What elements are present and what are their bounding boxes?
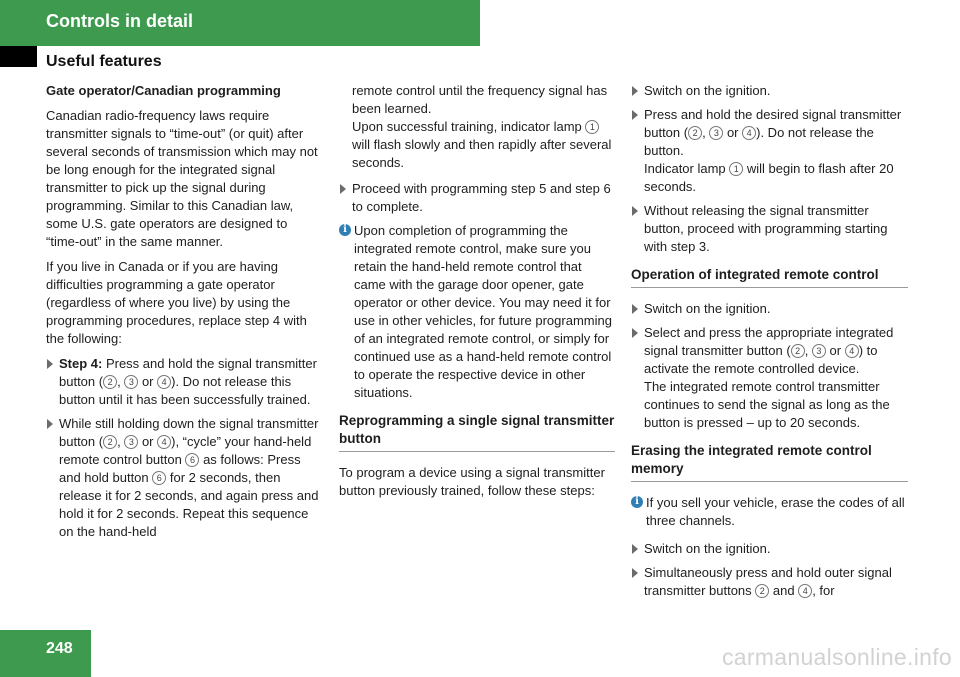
info-icon: i [339, 224, 351, 236]
arrow-bullet-icon [632, 86, 638, 96]
paragraph: Canadian radio-frequency laws require transmitter signals to “time-out” (or quit) after several seconds of transmission which may not be long enough for the integrated signal transmitter to pick up the signal during programming. Similar to this Canadian law, some U.S. gate operators are designed to “time-out” in the same manner. [46, 108, 318, 249]
arrow-bullet-icon [632, 568, 638, 578]
step-text: ) to activate the remote controlled device. [644, 343, 878, 376]
subheading-reprogramming: Reprogramming a single signal transmitter button [339, 412, 615, 452]
arrow-bullet-icon [47, 419, 53, 429]
step-text: , [117, 434, 125, 449]
step-text: will flash slowly and then rapidly after several seconds. [352, 137, 612, 170]
step-text: ). Do not release this button until it has been successfully trained. [59, 374, 311, 407]
button-number-icon: 3 [812, 344, 826, 358]
step-text: or [138, 434, 158, 449]
step-item [631, 564, 908, 600]
column-1 [46, 82, 322, 547]
step-item [631, 106, 908, 196]
note-text: Upon completion of programming the integrated remote control, make sure you retain the hand-held remote control that came with the garage door opener, gate operator or other device. You may need it for use in other vehicles, for future programming of an integrated remote control, or simply for continued use as a hand-held remote control to operate the respective device in other situations. [354, 223, 612, 400]
step-item [46, 355, 322, 409]
step-text: or [138, 374, 158, 389]
arrow-bullet-icon [632, 206, 638, 216]
step-text: , [702, 125, 710, 140]
step-text: Switch on the ignition. [644, 301, 771, 316]
step-text: , for [812, 583, 835, 598]
step-text: Simultaneously press and hold outer signal transmitter buttons [644, 565, 892, 598]
step-text: will begin to flash after 20 seconds. [644, 161, 894, 194]
step-text: Switch on the ignition. [644, 83, 771, 98]
button-number-icon: 2 [755, 584, 769, 598]
arrow-bullet-icon [632, 328, 638, 338]
arrow-bullet-icon [632, 110, 638, 120]
button-number-icon: 3 [124, 435, 138, 449]
step-item [631, 82, 908, 100]
watermark: carmanualsonline.info [721, 644, 952, 670]
button-number-icon: 4 [845, 344, 859, 358]
step-continuation [339, 82, 615, 172]
arrow-bullet-icon [632, 544, 638, 554]
step-text: or [825, 343, 845, 358]
step-text: Press and hold the desired signal transmitter button ( [644, 107, 902, 140]
step-text: Press and hold the signal transmitter button ( [59, 356, 317, 389]
button-number-icon: 6 [185, 453, 199, 467]
step-text: and [769, 583, 799, 598]
section-title: Useful features [46, 53, 162, 70]
heading-gate-operator: Gate operator/Canadian programming [46, 83, 281, 98]
arrow-bullet-icon [47, 359, 53, 369]
info-note [631, 494, 908, 530]
button-number-icon: 4 [798, 584, 812, 598]
step-text: Switch on the ignition. [644, 541, 771, 556]
button-number-icon: 4 [157, 435, 171, 449]
page-number: 248 [46, 640, 73, 657]
step-text: remote control until the frequency signal has been learned. [352, 83, 608, 116]
step-text: While still holding down the signal transmitter button ( [59, 416, 319, 449]
indicator-number-icon: 1 [585, 120, 599, 134]
step-text: Proceed with programming step 5 and step 6 to complete. [352, 181, 611, 214]
step-text: ), “cycle” your hand-held remote control button [59, 434, 312, 467]
info-icon: i [631, 496, 643, 508]
step-item [631, 540, 908, 558]
step-text: The integrated remote control transmitter continues to send the signal as long as the button is pressed – up to 20 seconds. [644, 379, 890, 430]
paragraph: To program a device using a signal transmitter button previously trained, follow these steps: [339, 465, 605, 498]
button-number-icon: 2 [688, 126, 702, 140]
button-number-icon: 2 [103, 435, 117, 449]
step-text: Upon successful training, indicator lamp [352, 119, 586, 134]
step-item [339, 180, 615, 216]
button-number-icon: 3 [709, 126, 723, 140]
button-number-icon: 2 [103, 375, 117, 389]
step-text: Select and press the appropriate integrated signal transmitter button ( [644, 325, 894, 358]
step-label: Step 4: [59, 356, 103, 371]
step-text: , [804, 343, 812, 358]
step-text: or [723, 125, 743, 140]
button-number-icon: 4 [742, 126, 756, 140]
step-text: ). Do not release the button. [644, 125, 874, 158]
step-item [46, 415, 322, 541]
arrow-bullet-icon [340, 184, 346, 194]
column-2 [339, 82, 615, 507]
step-item [631, 300, 908, 318]
chapter-title: Controls in detail [46, 11, 194, 31]
step-item [631, 202, 908, 256]
button-number-icon: 3 [124, 375, 138, 389]
step-text: , [117, 374, 125, 389]
page-number-box [0, 630, 91, 677]
button-number-icon: 2 [791, 344, 805, 358]
step-text: Without releasing the signal transmitter button, proceed with programming starting with step 3. [644, 203, 888, 254]
button-number-icon: 4 [157, 375, 171, 389]
step-text: Indicator lamp [644, 161, 730, 176]
paragraph: If you live in Canada or if you are having difficulties programming a gate operator (regardless of where you live) by using the programming procedures, replace step 4 with the following: [46, 259, 307, 346]
section-marker [0, 46, 37, 67]
subheading-erasing: Erasing the integrated remote control memory [631, 442, 908, 482]
step-item [631, 324, 908, 432]
info-note [339, 222, 615, 402]
step-text: for 2 seconds, then release it for 2 seconds, and again press and hold it for 2 seconds. Repeat this sequence on the hand-held [59, 470, 319, 539]
subheading-operation: Operation of integrated remote control [631, 266, 908, 288]
step-text: as follows: Press and hold button [59, 452, 301, 485]
column-3 [631, 82, 908, 606]
button-number-icon: 6 [152, 471, 166, 485]
indicator-number-icon: 1 [729, 162, 743, 176]
header-bar [0, 0, 480, 46]
arrow-bullet-icon [632, 304, 638, 314]
note-text: If you sell your vehicle, erase the codes of all three channels. [646, 495, 905, 528]
